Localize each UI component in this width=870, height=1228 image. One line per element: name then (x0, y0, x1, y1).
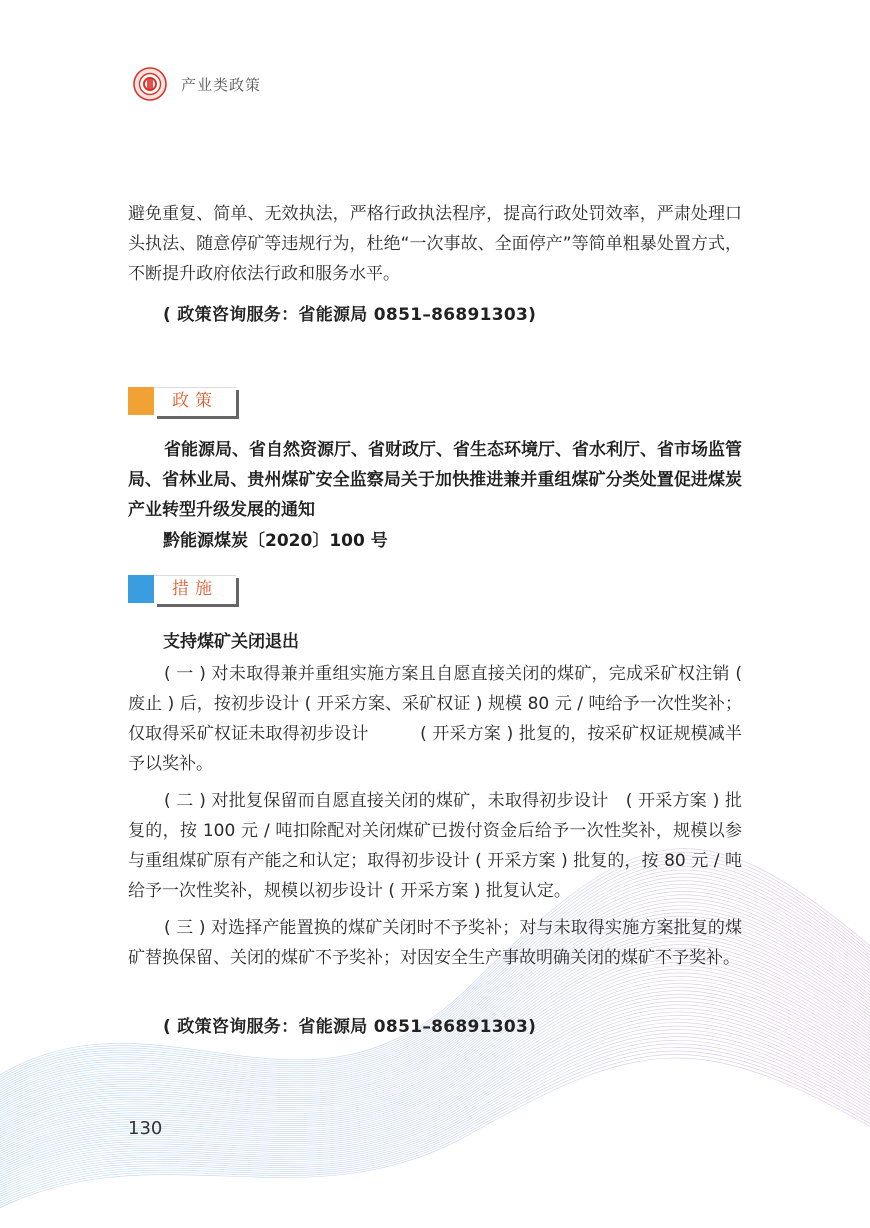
measures-list (128, 659, 742, 980)
page-number: 130 (128, 1118, 163, 1139)
page-header (133, 67, 261, 101)
document-number: 黔能源煤炭〔2020〕100 号 (163, 531, 388, 551)
section-title: 产业类政策 (181, 75, 262, 94)
measures-tag (128, 575, 236, 603)
policy-tag (128, 387, 236, 415)
wave-line (0, 1023, 870, 1196)
wave-line (0, 1015, 870, 1191)
policy-title: 省能源局、省自然资源厅、省财政厅、省生态环境厅、省水利厅、省市场监管局、省林业局、贵州煤矿安全监察局关于加快推进兼并重组煤矿分类处置促进煤炭产业转型升级发展的通知 (128, 440, 742, 520)
bank-seal-logo-icon (133, 67, 167, 101)
consult-contact-1: ( 政策咨询服务：省能源局 0851–86891303) (163, 305, 537, 325)
measures-tag-label: 措施 (172, 579, 218, 599)
measure-item-1: ( 一 ) 对未取得兼并重组实施方案且自愿直接关闭的煤矿，完成采矿权注销 ( 废止 ) 后，按初步设计 ( 开采方案、采矿权证 ) 规模 80 元 / 吨给予一次性奖补；仅取得采矿权证未取得初步设计 ( 开采方案 ) 批复的，按采矿权证规模减半予以奖补。 (128, 664, 742, 774)
measure-item-3: ( 三 ) 对选择产能置换的煤矿关闭时不予奖补；对与未取得实施方案批复的煤矿替换保留、关闭的煤矿不予奖补；对因安全生产事故明确关闭的煤矿不予奖补。 (128, 918, 742, 968)
consult-contact-2: ( 政策咨询服务：省能源局 0851–86891303) (163, 1017, 537, 1037)
policy-tag-label: 政策 (172, 391, 218, 411)
measures-heading: 支持煤矿关闭退出 (163, 632, 299, 652)
measure-item-2: ( 二 ) 对批复保留而自愿直接关闭的煤矿，未取得初步设计 ( 开采方案 ) 批复的，按 100 元 / 吨扣除配对关闭煤矿已拨付资金后给予一次性奖补，规模以参与重组煤矿原有产能之和认定；取得初步设计 ( 开采方案 ) 批复的，按 80 元 / 吨给予一次性奖补，规模以初步设计 ( 开采方案 ) 批复认定。 (128, 791, 742, 901)
intro-paragraph: 避免重复、简单、无效执法，严格行政执法程序，提高行政处罚效率，严肃处理口头执法、随意停矿等违规行为，杜绝“一次事故、全面停产”等简单粗暴处置方式，不断提升政府依法行政和服务水平。 (128, 204, 742, 284)
